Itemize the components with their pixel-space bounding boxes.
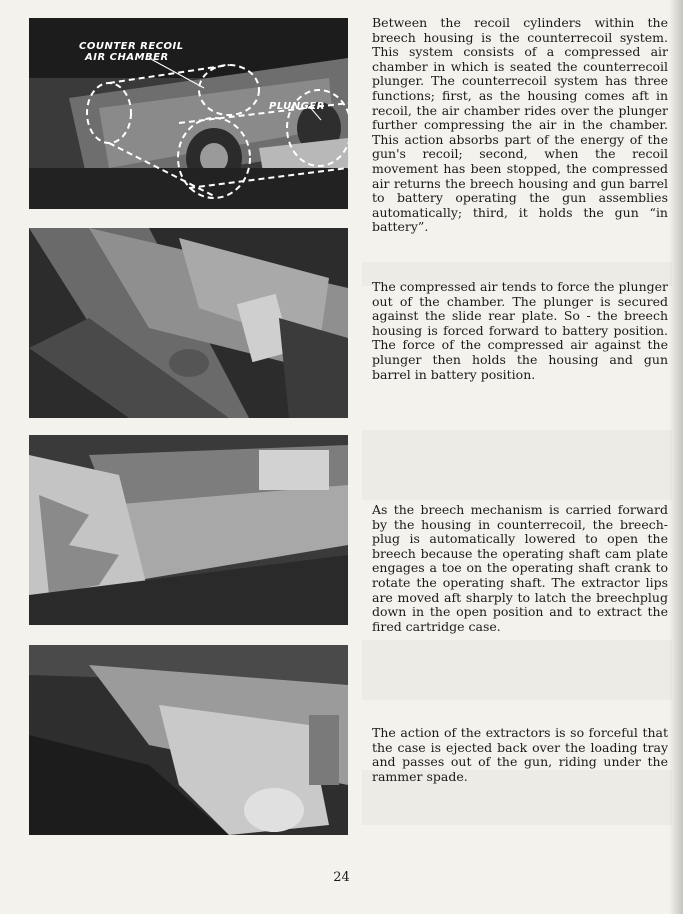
photo-counterrecoil-chamber xyxy=(29,18,348,209)
plunger-label: PLUNGER xyxy=(269,101,325,112)
counter-recoil-label xyxy=(79,41,184,63)
paragraph-compressed-air: The compressed air tends to force the plunger out of the chamber. The plunger is secured against the slide rear plate. So - the breech housing is forced forward to battery position. The force of the compressed air against the plunger then holds the housing and gun barrel in battery position. xyxy=(372,279,668,382)
photo-extractor-ejection xyxy=(29,645,348,835)
paragraph-breech-mechanism: As the breech mechanism is carried forward by the housing in counterrecoil, the breech-plug is automatically lowered to open the breech because the operating shaft cam plate engages a toe on the operating shaft crank to rotate the operating shaft. The extractor lips are moved aft sharply to latch the breechplug down in the open position and to extract the fired cartridge case. xyxy=(372,502,668,634)
counter-recoil-label-line1: COUNTER RECOIL xyxy=(79,41,184,52)
counter-recoil-label-line2: AIR CHAMBER xyxy=(85,52,169,63)
paragraph-extractors: The action of the extractors is so forceful that the case is ejected back over the loading tray and passes out of the gun, riding under the rammer spade. xyxy=(372,725,668,784)
bleed-through xyxy=(362,430,672,500)
paragraph-counterrecoil-system: Between the recoil cylinders within the breech housing is the counterrecoil system. This system consists of a compressed air chamber in which is seated the counterrecoil plunger. The counterrecoil system has three functions; first, as the housing comes aft in recoil, the air chamber rides over the plunger further compressing the air in the chamber. This action absorbs part of the energy of the gun's recoil; second, when the recoil movement has been stopped, the compressed air returns the breech housing and gun barrel to battery operating the gun assemblies automatically; third, it holds the gun “in battery”. xyxy=(372,15,668,235)
bleed-through xyxy=(362,640,672,700)
page-number: 24 xyxy=(333,870,350,885)
photo-breech-mechanism xyxy=(29,435,348,625)
photo-slide-rear-plate xyxy=(29,228,348,418)
